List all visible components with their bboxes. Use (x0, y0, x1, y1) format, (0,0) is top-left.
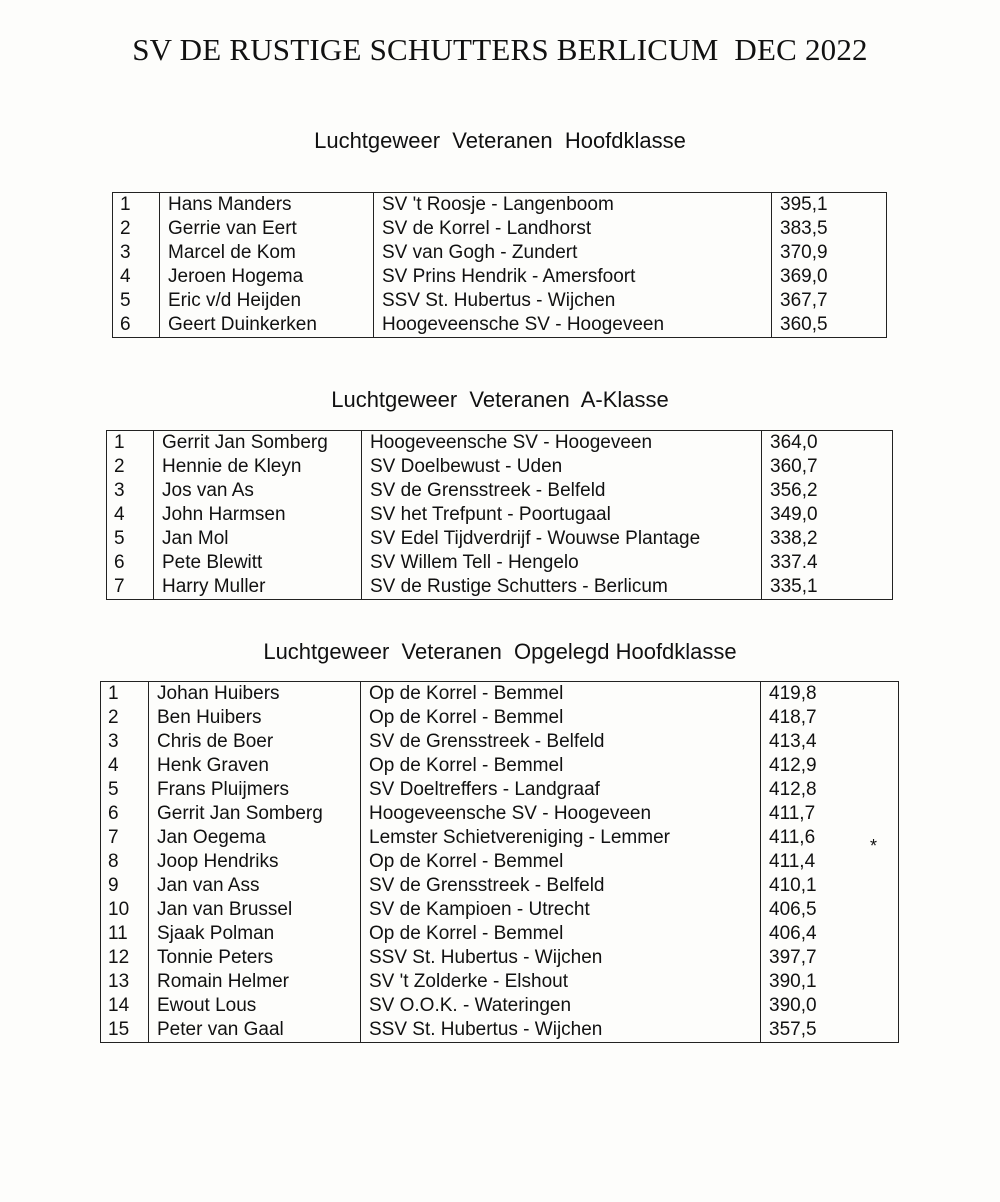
club-cell: SV Prins Hendrik - Amersfoort (374, 265, 772, 289)
name-cell: Harry Muller (154, 575, 362, 600)
club-cell: SSV St. Hubertus - Wijchen (361, 946, 761, 970)
rank-cell: 2 (107, 455, 154, 479)
name-cell: Hennie de Kleyn (154, 455, 362, 479)
name-cell: Peter van Gaal (149, 1018, 361, 1043)
score-cell: 418,7 (761, 706, 899, 730)
club-cell: SV O.O.K. - Wateringen (361, 994, 761, 1018)
results-table-hoofdklasse (112, 192, 887, 338)
asterisk-note: * (870, 836, 878, 856)
name-cell: Pete Blewitt (154, 551, 362, 575)
name-cell: Jan Mol (154, 527, 362, 551)
name-cell: Ewout Lous (149, 994, 361, 1018)
club-cell: Op de Korrel - Bemmel (361, 850, 761, 874)
club-cell: SV 't Zolderke - Elshout (361, 970, 761, 994)
club-cell: SSV St. Hubertus - Wijchen (374, 289, 772, 313)
club-cell: Lemster Schietvereniging - Lemmer (361, 826, 761, 850)
score-cell: 411,4 (761, 850, 899, 874)
rank-cell: 1 (107, 431, 154, 456)
results-table-a-klasse (106, 430, 893, 600)
rank-cell: 7 (101, 826, 149, 850)
club-cell: SV de Grensstreek - Belfeld (361, 730, 761, 754)
score-cell: 369,0 (772, 265, 887, 289)
table-row (101, 754, 899, 778)
table-row (101, 1018, 899, 1043)
results-table-opgelegd-hoofdklasse (100, 681, 899, 1043)
score-cell: 411,7 (761, 802, 899, 826)
name-cell: Jeroen Hogema (160, 265, 374, 289)
rank-cell: 6 (107, 551, 154, 575)
club-cell: SV Edel Tijdverdrijf - Wouwse Plantage (362, 527, 762, 551)
name-cell: Marcel de Kom (160, 241, 374, 265)
club-cell: SV Willem Tell - Hengelo (362, 551, 762, 575)
club-cell: SV de Kampioen - Utrecht (361, 898, 761, 922)
rank-cell: 5 (107, 527, 154, 551)
score-cell: 357,5 (761, 1018, 899, 1043)
name-cell: Romain Helmer (149, 970, 361, 994)
score-cell: 360,5 (772, 313, 887, 338)
rank-cell: 13 (101, 970, 149, 994)
table-row (101, 778, 899, 802)
score-cell: 413,4 (761, 730, 899, 754)
table-row (107, 455, 893, 479)
name-cell: Chris de Boer (149, 730, 361, 754)
rank-cell: 1 (113, 193, 160, 218)
table-row (101, 850, 899, 874)
rank-cell: 6 (101, 802, 149, 826)
score-cell: 349,0 (762, 503, 893, 527)
table-row (113, 265, 887, 289)
score-cell: 360,7 (762, 455, 893, 479)
table-row (101, 706, 899, 730)
score-cell: 364,0 (762, 431, 893, 456)
club-cell: Op de Korrel - Bemmel (361, 754, 761, 778)
club-cell: SSV St. Hubertus - Wijchen (361, 1018, 761, 1043)
score-cell: 412,9 (761, 754, 899, 778)
table-row (101, 730, 899, 754)
table-row (101, 682, 899, 707)
table-row (113, 289, 887, 313)
table-row (107, 479, 893, 503)
score-cell: 338,2 (762, 527, 893, 551)
name-cell: Eric v/d Heijden (160, 289, 374, 313)
section-title-a-klasse: Luchtgeweer Veteranen A-Klasse (331, 387, 669, 412)
table-row (113, 193, 887, 218)
table-row (101, 922, 899, 946)
name-cell: Sjaak Polman (149, 922, 361, 946)
name-cell: Tonnie Peters (149, 946, 361, 970)
table-row (101, 994, 899, 1018)
table-row (113, 241, 887, 265)
table-row (101, 970, 899, 994)
name-cell: Johan Huibers (149, 682, 361, 707)
score-cell: 390,1 (761, 970, 899, 994)
table-row (107, 431, 893, 456)
name-cell: Hans Manders (160, 193, 374, 218)
table-row (101, 946, 899, 970)
name-cell: Jan van Brussel (149, 898, 361, 922)
table-row (107, 503, 893, 527)
score-cell: 411,6 (761, 826, 899, 850)
name-cell: Ben Huibers (149, 706, 361, 730)
rank-cell: 14 (101, 994, 149, 1018)
score-cell: 367,7 (772, 289, 887, 313)
rank-cell: 3 (113, 241, 160, 265)
rank-cell: 5 (101, 778, 149, 802)
club-cell: SV de Grensstreek - Belfeld (362, 479, 762, 503)
name-cell: Gerrit Jan Somberg (154, 431, 362, 456)
score-cell: 397,7 (761, 946, 899, 970)
table-row (101, 802, 899, 826)
club-cell: Op de Korrel - Bemmel (361, 682, 761, 707)
section-title-opgelegd-hoofdklasse: Luchtgeweer Veteranen Opgelegd Hoofdklasse (263, 639, 737, 664)
score-cell: 390,0 (761, 994, 899, 1018)
rank-cell: 5 (113, 289, 160, 313)
rank-cell: 1 (101, 682, 149, 707)
name-cell: Jan van Ass (149, 874, 361, 898)
score-cell: 419,8 (761, 682, 899, 707)
page-title: SV DE RUSTIGE SCHUTTERS BERLICUM DEC 2022 (132, 32, 868, 67)
table-row (101, 898, 899, 922)
rank-cell: 4 (113, 265, 160, 289)
rank-cell: 11 (101, 922, 149, 946)
rank-cell: 9 (101, 874, 149, 898)
club-cell: SV de Grensstreek - Belfeld (361, 874, 761, 898)
rank-cell: 8 (101, 850, 149, 874)
section-title-hoofdklasse: Luchtgeweer Veteranen Hoofdklasse (314, 128, 686, 153)
club-cell: SV de Rustige Schutters - Berlicum (362, 575, 762, 600)
rank-cell: 10 (101, 898, 149, 922)
club-cell: Hoogeveensche SV - Hoogeveen (374, 313, 772, 338)
table-row (101, 826, 899, 850)
club-cell: SV 't Roosje - Langenboom (374, 193, 772, 218)
name-cell: Jan Oegema (149, 826, 361, 850)
rank-cell: 4 (107, 503, 154, 527)
club-cell: Hoogeveensche SV - Hoogeveen (361, 802, 761, 826)
club-cell: Op de Korrel - Bemmel (361, 706, 761, 730)
name-cell: John Harmsen (154, 503, 362, 527)
table-row (107, 527, 893, 551)
rank-cell: 3 (107, 479, 154, 503)
rank-cell: 2 (101, 706, 149, 730)
name-cell: Gerrit Jan Somberg (149, 802, 361, 826)
score-cell: 356,2 (762, 479, 893, 503)
score-cell: 406,5 (761, 898, 899, 922)
name-cell: Joop Hendriks (149, 850, 361, 874)
club-cell: Op de Korrel - Bemmel (361, 922, 761, 946)
score-cell: 337.4 (762, 551, 893, 575)
score-cell: 410,1 (761, 874, 899, 898)
rank-cell: 6 (113, 313, 160, 338)
rank-cell: 4 (101, 754, 149, 778)
name-cell: Jos van As (154, 479, 362, 503)
table-row (113, 313, 887, 338)
score-cell: 370,9 (772, 241, 887, 265)
rank-cell: 2 (113, 217, 160, 241)
rank-cell: 12 (101, 946, 149, 970)
name-cell: Geert Duinkerken (160, 313, 374, 338)
club-cell: SV de Korrel - Landhorst (374, 217, 772, 241)
table-row (101, 874, 899, 898)
score-cell: 335,1 (762, 575, 893, 600)
club-cell: Hoogeveensche SV - Hoogeveen (362, 431, 762, 456)
table-row (107, 575, 893, 600)
score-cell: 412,8 (761, 778, 899, 802)
club-cell: SV Doelbewust - Uden (362, 455, 762, 479)
club-cell: SV van Gogh - Zundert (374, 241, 772, 265)
club-cell: SV Doeltreffers - Landgraaf (361, 778, 761, 802)
table-row (113, 217, 887, 241)
score-cell: 395,1 (772, 193, 887, 218)
rank-cell: 15 (101, 1018, 149, 1043)
rank-cell: 7 (107, 575, 154, 600)
score-cell: 383,5 (772, 217, 887, 241)
table-row (107, 551, 893, 575)
club-cell: SV het Trefpunt - Poortugaal (362, 503, 762, 527)
name-cell: Gerrie van Eert (160, 217, 374, 241)
name-cell: Henk Graven (149, 754, 361, 778)
name-cell: Frans Pluijmers (149, 778, 361, 802)
score-cell: 406,4 (761, 922, 899, 946)
rank-cell: 3 (101, 730, 149, 754)
